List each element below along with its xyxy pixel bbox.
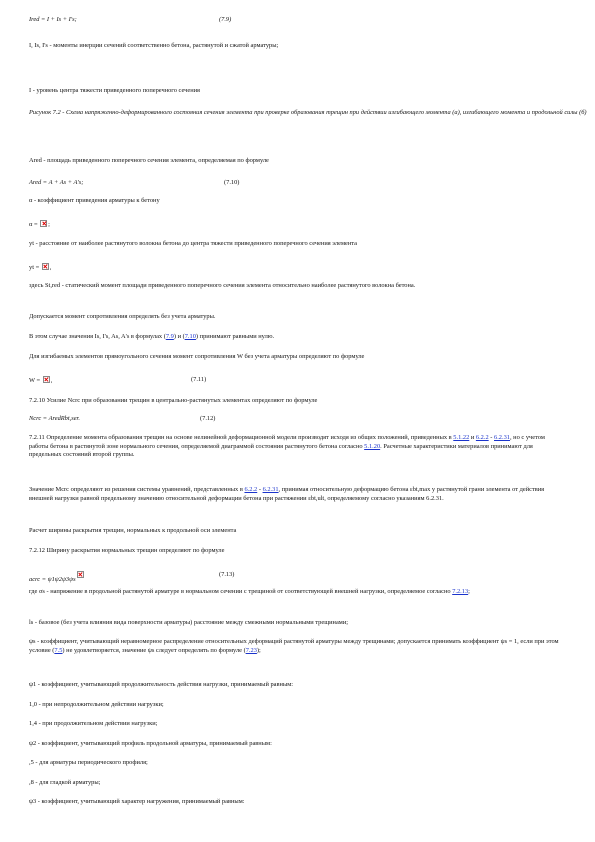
text-line: Для изгибаемых элементов прямоугольного сечения момент сопротивления W без учета арматуры определяют по формуле [29, 353, 365, 360]
text-line: 7.2.10 Усилие Ncrc при образовании трещин в центрально-растянутых элементах определяют по формуле [29, 397, 318, 404]
link-5-1-22[interactable]: 5.1.22 [453, 434, 470, 441]
formula-7-10-text: Ared = A + As + A's; [29, 179, 84, 186]
text-span: . Расчетные характеристики материалов принимают для предельных состояний второй группы. [29, 442, 533, 459]
text-span: - [488, 434, 494, 441]
text-line: ,8 - для гладкой арматуры; [29, 779, 101, 786]
formula-7-9-number: (7.9) [219, 16, 232, 23]
link-6-2-2[interactable]: 6.2.2 [475, 434, 489, 441]
broken-image-icon [43, 376, 50, 383]
formula-7-9-text: Ired = I + Is + I's; [29, 16, 77, 23]
text-span: ) не удовлетворяется, значение ψs следует определять по формуле ( [62, 646, 246, 654]
link-formula-7-9[interactable]: 7.9 [165, 333, 174, 340]
formula-7-11: W = , (7.11) [29, 376, 207, 384]
text-line: yt - расстояние от наиболее растянутого волокна бетона до центра тяжести приведенного поперечного сечения элемента [29, 240, 357, 247]
link-7-2-13[interactable]: 7.2.13 [452, 588, 469, 595]
formula-7-13-number: (7.13) [219, 571, 235, 578]
text-span: ) принимают равными нулю. [195, 333, 275, 340]
formula-7-12 [29, 415, 216, 424]
text-line: Допускается момент сопротивления определять без учета арматуры. [29, 313, 216, 320]
text-line: ψ1 - коэффициент, учитывающий продолжительность действия нагрузки, принимаемый равным: [29, 681, 294, 688]
broken-image-icon [40, 220, 47, 227]
link-formula-7-5[interactable]: 7.5 [54, 646, 63, 654]
section-heading: Расчет ширины раскрытия трещин, нормальных к продольной оси элемента [29, 527, 237, 534]
figure-caption: Рисунок 7.2 - Схема напряженно-деформированного состояния сечения элемента при проверке образования трещин при действии изгибающего момента (а), изгибающего момента и продольной силы (б) [29, 109, 587, 116]
link-6-2-2[interactable]: 6.2.2 [244, 486, 258, 493]
text-line: ,5 - для арматуры периодического профиля; [29, 759, 148, 766]
text-line: I, Is, I's - моменты инерции сечений соответственно бетона, растянутой и сжатой арматуры; [29, 42, 279, 49]
link-formula-7-23[interactable]: 7.23 [245, 646, 257, 654]
text-span: - [257, 486, 263, 493]
formula-7-13-text: acrc = ψ1ψ2ψ3ψs [29, 576, 76, 583]
text-line: ψ3 - коэффициент, учитывающий характер нагружения, принимаемый равным: [29, 798, 245, 805]
text-paragraph-with-links [29, 638, 565, 655]
text-line: 1,0 - при непродолжительном действии нагрузки; [29, 701, 164, 708]
broken-image-icon [77, 571, 84, 578]
link-formula-7-10[interactable]: 7.10 [184, 333, 196, 340]
text-span: 7.2.11 Определение момента образования трещин на основе нелинейной деформационной модели производят исходя из общих положений, приведенных в [29, 434, 454, 441]
formula-7-12-text: Ncrc = AredRbt,ser. [29, 415, 80, 422]
link-5-1-20[interactable]: 5.1.20 [364, 442, 381, 450]
formula-alpha-label: α = [29, 221, 38, 228]
text-line: Ared - площадь приведенного поперечного сечения элемента, определяемая по формуле [29, 157, 269, 164]
link-6-2-31[interactable]: 6.2.31 [494, 434, 510, 441]
text-span: ); [256, 646, 261, 654]
link-6-2-31[interactable]: 6.2.31 [262, 486, 279, 493]
text-line: ls - базовое (без учета влияния вида поверхности арматуры) расстояние между смежными нормальными трещинами; [29, 619, 349, 626]
formula-7-11-number: (7.11) [191, 376, 207, 383]
formula-alpha: α = ; [29, 221, 50, 228]
formula-7-12-number: (7.12) [200, 415, 216, 422]
formula-yt: yt = , [29, 264, 52, 271]
text-line: 7.2.12 Ширину раскрытия нормальных трещин определяют по формуле [29, 547, 225, 554]
formula-7-10 [29, 179, 240, 188]
text-paragraph: здесь St,red - статический момент площади приведенного поперечного сечения элемента относительно наиболее растянутого волокна бетона. [29, 282, 416, 289]
text-span: ) и ( [173, 333, 185, 340]
text-paragraph-with-links [29, 486, 565, 503]
text-line: 1,4 - при продолжительном действии нагрузки; [29, 720, 158, 727]
text-paragraph-with-links [29, 588, 565, 597]
text-line: α - коэффициент приведения арматуры к бетону [29, 197, 160, 204]
text-span: ψs - коэффициент, учитывающий неравномерное распределение относительных деформаций растянутой арматуры между трещинами; допускается принимать коэффициент ψs = 1, если при этом условие ( [29, 638, 559, 654]
formula-7-9 [29, 16, 232, 25]
text-span: В этом случае значения Is, I's, As, A's в формулах ( [29, 333, 166, 340]
text-span: ; [468, 588, 470, 595]
text-span: где σs - напряжение в продольной растянутой арматуре в нормальном сечении с трещиной от соответствующей внешней нагрузки, определяемое согласно [29, 588, 453, 595]
text-line: I - уровень центра тяжести приведенного поперечного сечения [29, 87, 200, 94]
text-paragraph-with-links [29, 434, 565, 460]
text-line: ψ2 - коэффициент, учитывающий профиль продольной арматуры, принимаемый равным: [29, 740, 272, 747]
text-line-with-links [29, 333, 274, 342]
formula-yt-label: yt = [29, 264, 40, 271]
text-span: и [469, 434, 476, 441]
formula-7-10-number: (7.10) [224, 179, 240, 186]
broken-image-icon [42, 263, 49, 270]
text-span: , но с учетом работы бетона в растянутой зоне нормального сечения, определяемой диаграммой состояния растянутого бетона согласно [29, 434, 545, 450]
text-span: , принимая относительную деформацию бетона εbt,max у растянутой грани элемента от действия внешней нагрузки равной предельному значению относительной деформации бетона при растяжении εbt,ult, определяемому согласно указаниям 6.2.31. [29, 486, 545, 502]
text-span: Значение Mcrc определяют из решения системы уравнений, представленных в [29, 486, 245, 493]
formula-7-11-label: W = [29, 377, 41, 384]
formula-7-13 [29, 571, 235, 585]
